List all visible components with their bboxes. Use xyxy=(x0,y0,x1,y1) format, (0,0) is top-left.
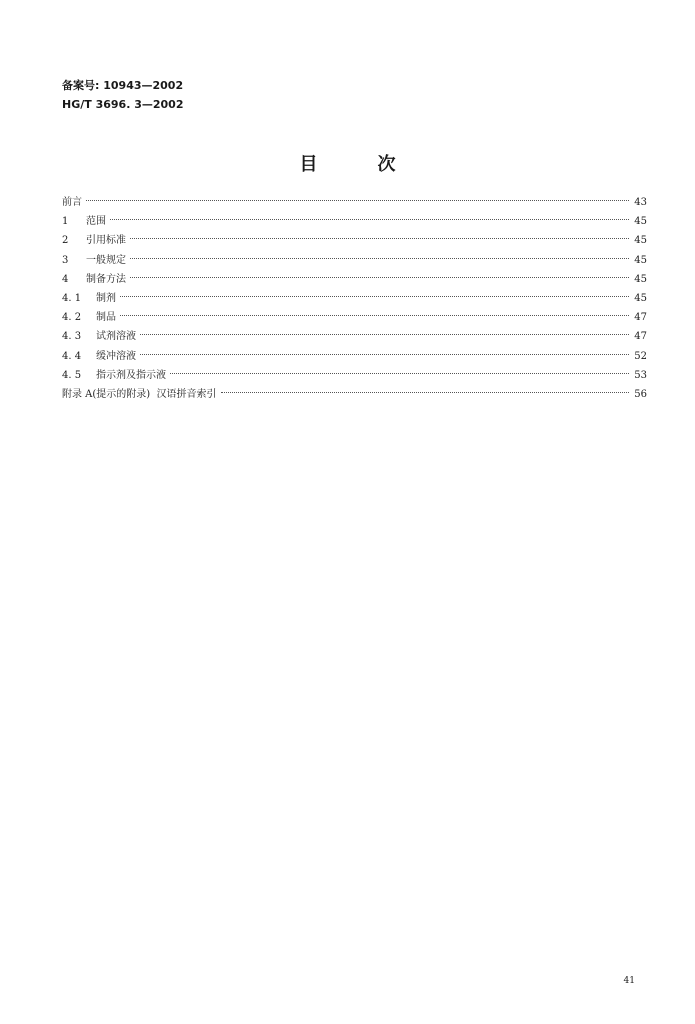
toc-entry-buffer-solutions xyxy=(62,347,647,366)
toc-entry-page: 45 xyxy=(634,292,647,304)
toc-entry-number: 4 xyxy=(62,273,69,285)
standard-number: HG/T 3696. 3—2002 xyxy=(62,98,184,111)
toc-entry-products xyxy=(62,308,647,327)
toc-entry-label: 前言 xyxy=(62,197,82,208)
toc-entry-label: 一般规定 xyxy=(86,254,126,266)
toc-entry-page: 47 xyxy=(634,312,647,324)
toc-entry-page: 52 xyxy=(634,350,647,362)
toc-entry-page: 47 xyxy=(634,331,647,343)
toc-entry-label: 缓冲溶液 xyxy=(96,350,136,362)
toc-leader-dots xyxy=(140,334,629,335)
toc-entry-general-rules xyxy=(62,251,647,270)
toc-entry-preparations xyxy=(62,289,647,308)
toc-leader-dots xyxy=(130,258,629,259)
toc-entry-foreword xyxy=(62,193,647,212)
toc-entry-page: 56 xyxy=(634,388,647,400)
record-number: 备案号: 10943—2002 xyxy=(62,79,184,92)
toc-leader-dots xyxy=(140,354,629,355)
toc-leader-dots xyxy=(130,277,629,278)
toc-leader-dots xyxy=(86,200,629,201)
toc-entry-number: 4. 2 xyxy=(62,312,82,324)
toc-entry-page: 53 xyxy=(634,369,647,381)
toc-entry-label: 附录 A(提示的附录) 汉语拼音索引 xyxy=(62,388,217,400)
toc-entry-page: 43 xyxy=(634,197,647,208)
table-of-contents xyxy=(62,193,647,404)
toc-entry-number: 4. 4 xyxy=(62,350,82,362)
toc-entry-label: 制剂 xyxy=(96,292,116,304)
toc-entry-number: 4. 1 xyxy=(62,292,82,304)
toc-leader-dots xyxy=(110,219,629,220)
toc-entry-label: 范围 xyxy=(86,216,106,228)
toc-entry-number: 2 xyxy=(62,235,69,247)
toc-entry-appendix-a xyxy=(62,385,647,404)
page-title: 目次 xyxy=(299,154,456,175)
toc-entry-label: 制品 xyxy=(96,312,116,324)
toc-leader-dots xyxy=(170,373,629,374)
toc-entry-number: 4. 3 xyxy=(62,331,82,343)
toc-entry-number: 4. 5 xyxy=(62,369,82,381)
toc-entry-number: 1 xyxy=(62,216,69,228)
toc-entry-label: 引用标准 xyxy=(86,235,126,247)
toc-entry-page: 45 xyxy=(634,273,647,285)
toc-entry-indicators xyxy=(62,366,647,385)
toc-entry-scope xyxy=(62,212,647,231)
toc-entry-label: 试剂溶液 xyxy=(96,331,136,343)
toc-leader-dots xyxy=(221,392,629,393)
toc-leader-dots xyxy=(120,296,629,297)
toc-entry-label: 指示剂及指示液 xyxy=(96,369,166,381)
toc-entry-page: 45 xyxy=(634,235,647,247)
toc-entry-page: 45 xyxy=(634,254,647,266)
document-header xyxy=(62,76,183,114)
toc-leader-dots xyxy=(120,315,629,316)
toc-entry-page: 45 xyxy=(634,216,647,228)
toc-leader-dots xyxy=(130,238,629,239)
toc-entry-number: 3 xyxy=(62,254,69,266)
toc-entry-label: 制备方法 xyxy=(86,273,126,285)
page-number: 41 xyxy=(623,976,635,986)
toc-entry-preparation-methods xyxy=(62,270,647,289)
toc-entry-references xyxy=(62,231,647,250)
toc-entry-reagent-solutions xyxy=(62,327,647,346)
